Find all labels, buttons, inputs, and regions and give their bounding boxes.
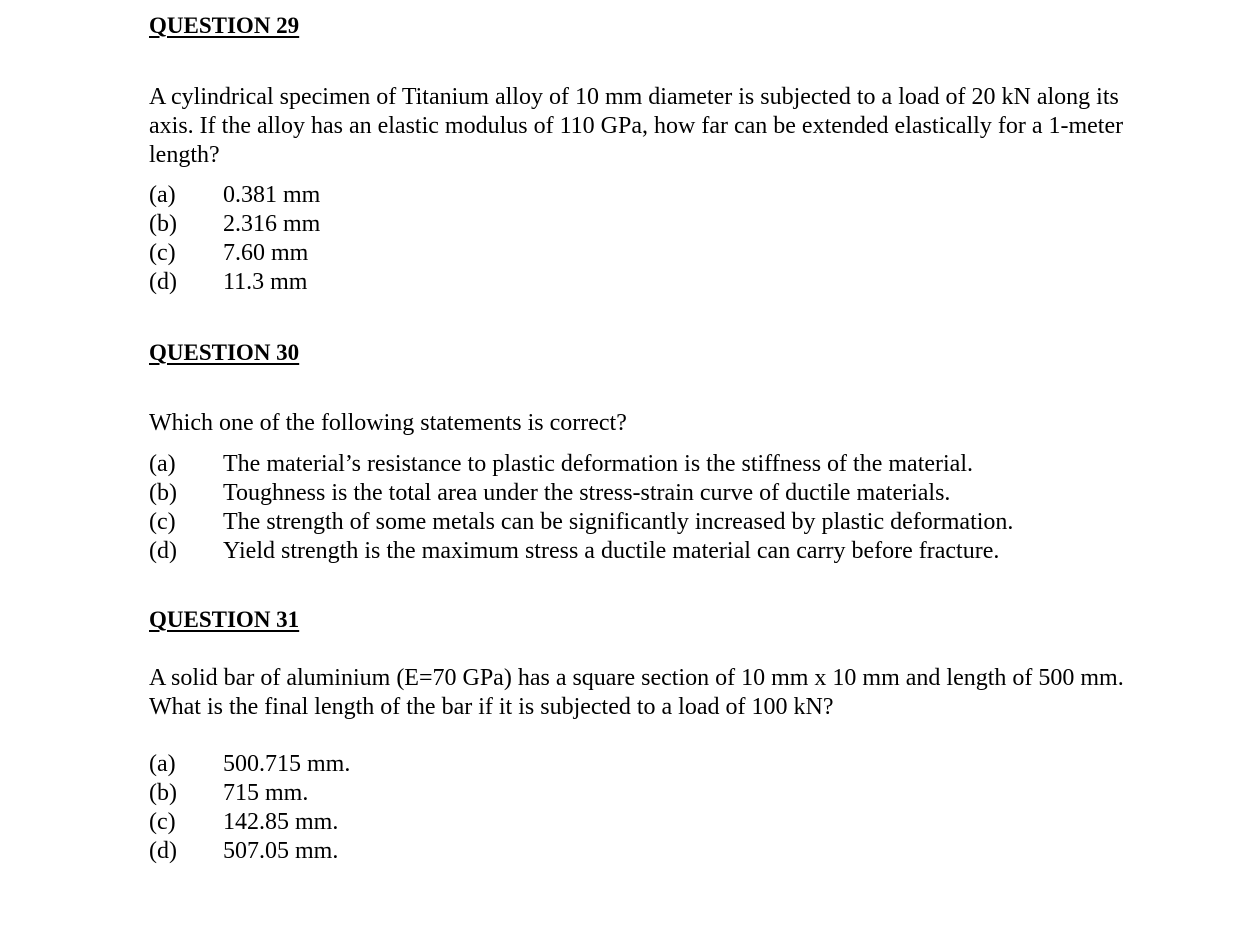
option-d	[149, 837, 1149, 866]
option-letter: (a)	[149, 751, 176, 777]
option-text: 2.316 mm	[223, 211, 321, 237]
question-31-stem: A solid bar of aluminium (E=70 GPa) has a square section of 10 mm x 10 mm and length of 500 mm. What is the final length of the bar if it is subjected to a load of 100 kN?	[149, 665, 1124, 720]
option-letter: (a)	[149, 182, 176, 208]
option-text: The strength of some metals can be significantly increased by plastic deformation.	[223, 509, 1014, 535]
option-text: 507.05 mm.	[223, 838, 339, 864]
option-c	[149, 808, 1149, 837]
option-letter: (a)	[149, 451, 176, 477]
option-text: Yield strength is the maximum stress a ductile material can carry before fracture.	[223, 538, 1000, 564]
question-29-stem: A cylindrical specimen of Titanium alloy of 10 mm diameter is subjected to a load of 20 kN along its axis. If the alloy has an elastic modulus of 110 GPa, how far can be extended elastically for a 1-meter length?	[149, 84, 1124, 168]
option-b	[149, 479, 1149, 508]
option-letter: (c)	[149, 809, 176, 835]
option-text: 11.3 mm	[223, 269, 308, 295]
option-text: 142.85 mm.	[223, 809, 339, 835]
question-31-options	[149, 750, 1149, 866]
question-30-heading: QUESTION 30	[149, 340, 300, 365]
option-a	[149, 181, 1149, 210]
option-a	[149, 450, 1149, 479]
option-text: 0.381 mm	[223, 182, 321, 208]
option-b	[149, 779, 1149, 808]
question-30-options	[149, 450, 1149, 566]
option-text: The material’s resistance to plastic deformation is the stiffness of the material.	[223, 451, 973, 477]
option-d	[149, 268, 1149, 297]
option-c	[149, 239, 1149, 268]
option-d	[149, 537, 1149, 566]
question-29-options	[149, 181, 1149, 297]
option-text: 715 mm.	[223, 780, 309, 806]
question-30-stem: Which one of the following statements is correct?	[149, 410, 627, 436]
option-letter: (d)	[149, 269, 177, 295]
option-letter: (b)	[149, 480, 177, 506]
option-text: 500.715 mm.	[223, 751, 351, 777]
option-letter: (c)	[149, 240, 176, 266]
option-letter: (b)	[149, 780, 177, 806]
option-a	[149, 750, 1149, 779]
option-text: 7.60 mm	[223, 240, 309, 266]
option-letter: (b)	[149, 211, 177, 237]
question-29-heading: QUESTION 29	[149, 13, 300, 38]
option-text: Toughness is the total area under the stress-strain curve of ductile materials.	[223, 480, 951, 506]
option-letter: (c)	[149, 509, 176, 535]
option-c	[149, 508, 1149, 537]
option-letter: (d)	[149, 838, 177, 864]
question-31-heading: QUESTION 31	[149, 607, 300, 632]
option-letter: (d)	[149, 538, 177, 564]
option-b	[149, 210, 1149, 239]
